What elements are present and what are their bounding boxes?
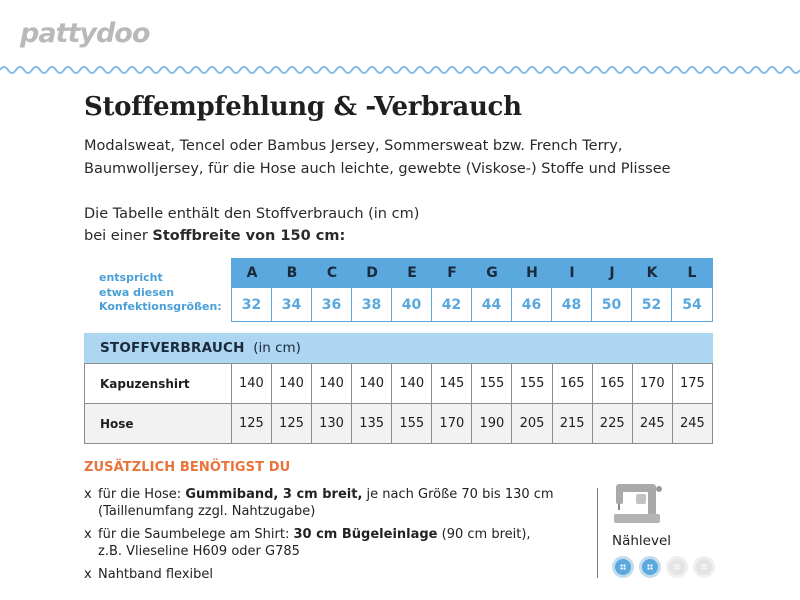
button-icon	[639, 556, 661, 578]
size-letter: C	[326, 265, 338, 281]
list-item-text: für die Hose: Gummiband, 3 cm breit, je nach Größe 70 bis 130 cm (Taillenumfang zzgl. Nahtzugabe)	[98, 487, 554, 519]
size-letter: I	[569, 265, 575, 281]
list-item-text: für die Saumbelege am Shirt: 30 cm Bügeleinlage (90 cm breit), z.B. Vlieseline H609 oder G785	[98, 527, 531, 559]
usage-cell: 175	[672, 364, 712, 404]
table-row	[85, 364, 713, 404]
size-letter: J	[609, 265, 615, 281]
size-letter: K	[646, 265, 658, 281]
list-item	[84, 526, 584, 560]
page-title: Stoffempfehlung & -Verbrauch	[84, 92, 522, 122]
size-number: 40	[392, 288, 432, 322]
size-letter: L	[687, 265, 697, 281]
usage-cell: 140	[271, 364, 311, 404]
list-item	[84, 566, 584, 583]
extras-list	[84, 486, 584, 589]
usage-cell: 170	[632, 364, 672, 404]
size-number: 48	[552, 288, 592, 322]
usage-cell: 155	[472, 364, 512, 404]
table-row	[85, 404, 713, 444]
sewing-level-rating	[612, 556, 715, 578]
size-letter: D	[366, 265, 378, 281]
intro-line-2: Baumwolljersey, für die Hose auch leichte, gewebte (Viskose-) Stoffe und Plissee	[84, 161, 671, 177]
size-number: 32	[232, 288, 272, 322]
usage-cell: 165	[552, 364, 592, 404]
usage-cell: 140	[392, 364, 432, 404]
intro-line-1: Modalsweat, Tencel oder Bambus Jersey, Sommersweat bzw. French Terry,	[84, 138, 623, 154]
size-letter: A	[246, 265, 258, 281]
usage-cell: 190	[472, 404, 512, 444]
size-number: 42	[432, 288, 472, 322]
usage-cell: 215	[552, 404, 592, 444]
table-intro-line-1: Die Tabelle enthält den Stoffverbrauch (in cm)	[84, 206, 420, 222]
button-icon	[612, 556, 634, 578]
usage-cell: 130	[312, 404, 352, 444]
row-label: Hose	[85, 404, 232, 444]
size-number: 50	[592, 288, 632, 322]
button-icon	[666, 556, 688, 578]
extras-title: ZUSÄTZLICH BENÖTIGST DU	[84, 460, 291, 475]
fabric-usage-table	[84, 363, 713, 444]
size-letter: E	[407, 265, 417, 281]
button-icon	[693, 556, 715, 578]
size-letter: G	[486, 265, 498, 281]
usage-cell: 140	[352, 364, 392, 404]
size-number: 44	[472, 288, 512, 322]
usage-cell: 205	[512, 404, 552, 444]
size-letter: H	[526, 265, 538, 281]
bullet-mark: x	[84, 567, 92, 582]
list-item	[84, 486, 584, 520]
size-number: 34	[272, 288, 312, 322]
usage-cell: 140	[231, 364, 271, 404]
size-number: 38	[352, 288, 392, 322]
usage-cell: 140	[312, 364, 352, 404]
row-label: Kapuzenshirt	[85, 364, 232, 404]
usage-cell: 135	[352, 404, 392, 444]
usage-cell: 170	[432, 404, 472, 444]
usage-cell: 145	[432, 364, 472, 404]
size-number: 36	[312, 288, 352, 322]
wave-divider	[0, 62, 800, 78]
size-letter: F	[447, 265, 457, 281]
size-grid	[231, 258, 713, 322]
brand-logo: pattydoo	[20, 18, 150, 49]
usage-cell: 125	[231, 404, 271, 444]
table-intro-line-2: bei einer Stoffbreite von 150 cm:	[84, 228, 346, 244]
usage-cell: 245	[632, 404, 672, 444]
fabric-recommendation	[84, 135, 784, 181]
usage-cell: 155	[512, 364, 552, 404]
usage-cell: 165	[592, 364, 632, 404]
size-equivalence-label: entspricht etwa diesen Konfektionsgrößen:	[99, 271, 222, 313]
size-number-row	[232, 288, 712, 322]
size-number: 54	[682, 297, 702, 313]
bullet-mark: x	[84, 487, 92, 502]
sewing-machine-icon	[612, 480, 664, 526]
usage-cell: 125	[271, 404, 311, 444]
usage-cell: 155	[392, 404, 432, 444]
size-number: 52	[632, 288, 672, 322]
vertical-divider	[597, 488, 598, 578]
table-intro	[84, 203, 419, 247]
list-item-text: Nahtband flexibel	[98, 567, 213, 582]
usage-cell: 225	[592, 404, 632, 444]
size-number: 46	[512, 288, 552, 322]
sewing-level-label: Nählevel	[612, 533, 672, 549]
size-letter: B	[286, 265, 298, 281]
usage-header: STOFFVERBRAUCH (in cm)	[84, 333, 713, 363]
size-letter-row	[232, 259, 712, 288]
usage-cell: 245	[672, 404, 712, 444]
bullet-mark: x	[84, 527, 92, 542]
